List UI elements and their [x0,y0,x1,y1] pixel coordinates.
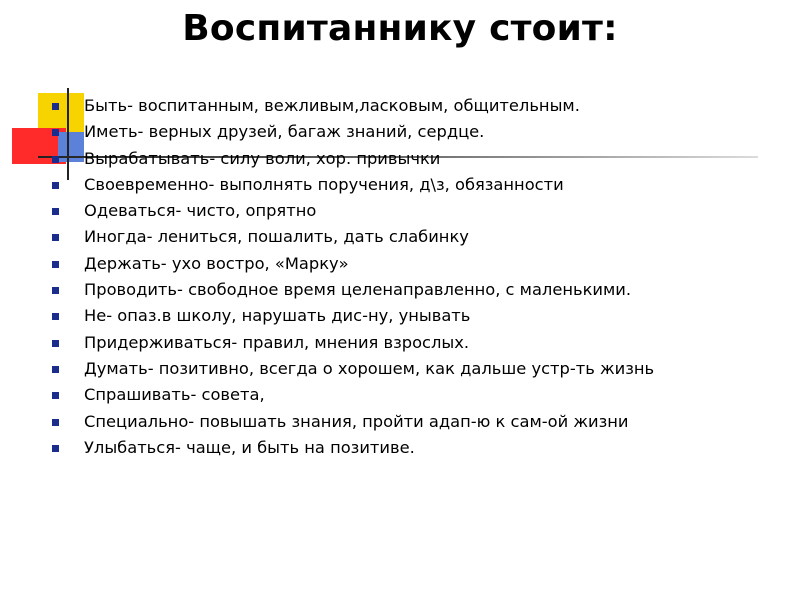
decorative-vertical-line [67,88,69,180]
bullet-icon [52,182,59,189]
list-item-text: Одеваться- чисто, опрятно [84,201,317,221]
list-item-text: Быть- воспитанным, вежливым,ласковым, общительным. [84,96,580,115]
bullet-icon [52,156,59,163]
bullet-icon [52,208,59,215]
bullet-icon [52,234,59,241]
bullet-icon [52,103,59,110]
list-item-text: Специально- повышать знания, пройти адап-ю к сам-ой жизни [84,411,629,431]
bullet-icon [52,366,59,373]
list-item-text: Спрашивать- совета, [84,385,265,405]
list-item-text: Иногда- лениться, пошалить, дать слабинку [84,227,469,247]
bullet-icon [52,261,59,268]
list-item-text: Держать- ухо востро, «Марку» [84,253,349,273]
bullet-icon [52,313,59,320]
bullet-icon [52,419,59,426]
bullet-icon [52,287,59,294]
list-item-text: Улыбаться- чаще, и быть на позитиве. [84,437,415,457]
list-item-text: Вырабатывать- силу воли, хор. привычки [84,148,441,168]
slide-title: Воспитаннику стоит: [182,8,618,49]
list-item-text: Не- опаз.в школу, нарушать дис-ну, унывать [84,306,471,326]
list-item-text: Думать- позитивно, всегда о хорошем, как дальше устр-ть жизнь [84,358,655,378]
bullet-icon [52,340,59,347]
list-item-text: Проводить- свободное время целенаправленно, с маленькими. [84,280,632,300]
list-item-text: Придерживаться- правил, мнения взрослых. [84,332,470,352]
list-item-text: Своевременно- выполнять поручения, д\з, обязанности [84,174,564,194]
bullet-icon [52,445,59,452]
list-item-text: Иметь- верных друзей, багаж знаний, сердце. [84,122,485,142]
bullet-icon [52,129,59,136]
bullet-icon [52,392,59,399]
